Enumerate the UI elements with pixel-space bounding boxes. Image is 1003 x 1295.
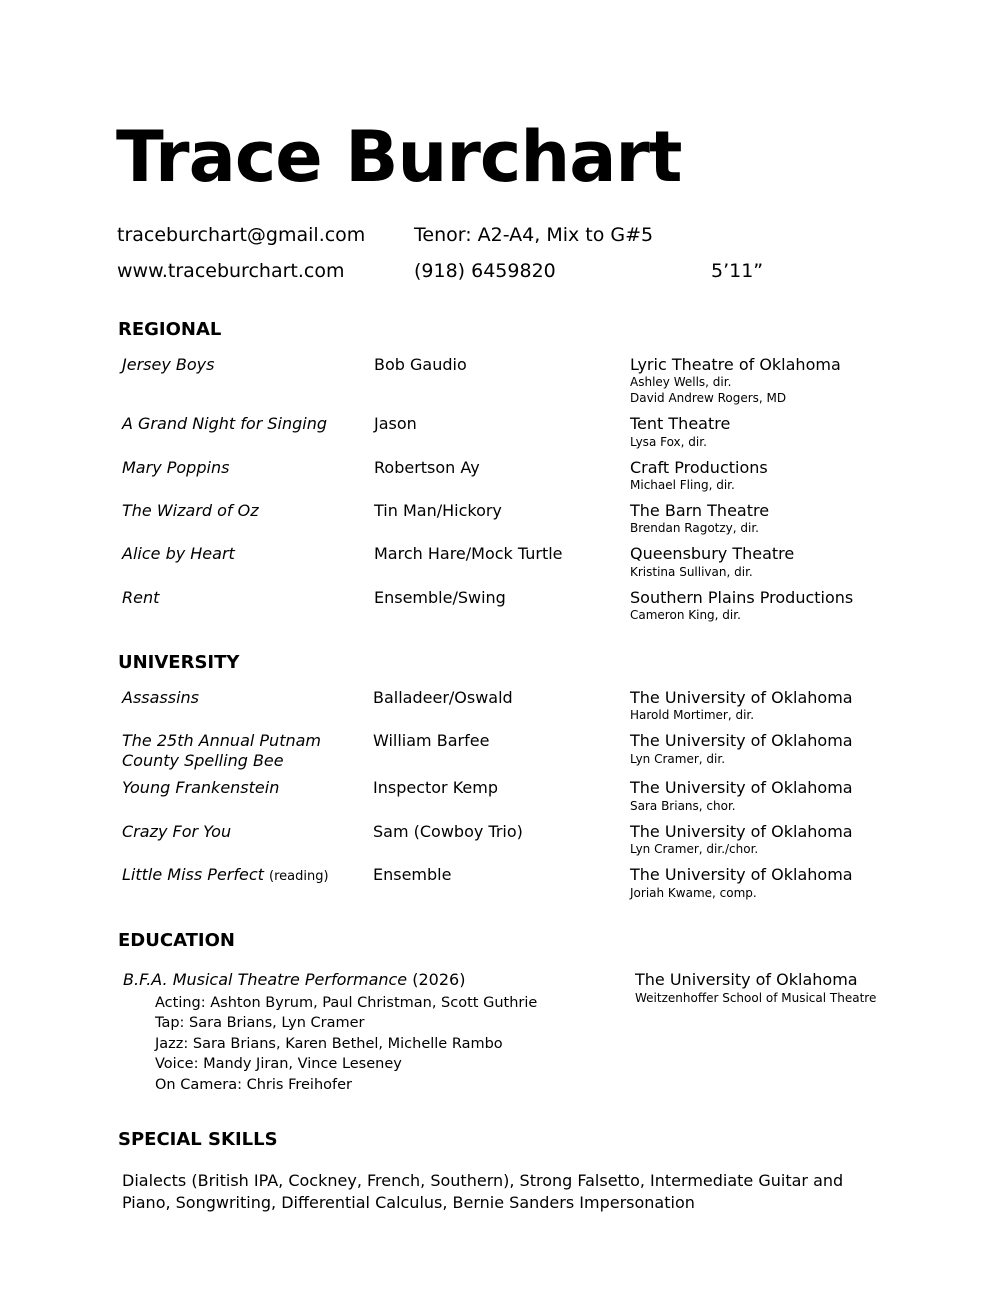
show-title: Young Frankenstein bbox=[122, 778, 280, 797]
venue: The University of Oklahoma bbox=[630, 822, 853, 841]
show-title: Jersey Boys bbox=[122, 355, 215, 374]
phone: (918) 6459820 bbox=[414, 260, 556, 282]
venue: The University of Oklahoma bbox=[630, 688, 853, 707]
role: Ensemble/Swing bbox=[374, 588, 506, 607]
credit: Michael Fling, dir. bbox=[630, 478, 735, 492]
teacher-line: Jazz: Sara Brians, Karen Bethel, Michelle Rambo bbox=[155, 1036, 503, 1052]
credit: Kristina Sullivan, dir. bbox=[630, 565, 753, 579]
website: www.traceburchart.com bbox=[117, 260, 345, 282]
role: Bob Gaudio bbox=[374, 355, 467, 374]
show-note: (reading) bbox=[269, 869, 329, 884]
venue: The University of Oklahoma bbox=[630, 778, 853, 797]
section-heading-regional: REGIONAL bbox=[118, 319, 222, 340]
school: The University of Oklahoma bbox=[635, 970, 858, 989]
role: Jason bbox=[374, 414, 417, 433]
credit: Sara Brians, chor. bbox=[630, 799, 736, 813]
show-title: The Wizard of Oz bbox=[122, 501, 259, 520]
credit: Ashley Wells, dir. bbox=[630, 375, 732, 389]
section-heading-skills: SPECIAL SKILLS bbox=[118, 1129, 278, 1150]
venue: The University of Oklahoma bbox=[630, 865, 853, 884]
credit: Cameron King, dir. bbox=[630, 608, 741, 622]
show-title: Alice by Heart bbox=[122, 544, 235, 563]
show-title: Assassins bbox=[122, 688, 200, 707]
height: 5’11” bbox=[711, 260, 764, 282]
show-title: A Grand Night for Singing bbox=[122, 414, 327, 433]
role: Sam (Cowboy Trio) bbox=[373, 822, 523, 841]
venue: Lyric Theatre of Oklahoma bbox=[630, 355, 841, 374]
show-title-text: Little Miss Perfect bbox=[122, 865, 264, 884]
role: Balladeer/Oswald bbox=[373, 688, 513, 707]
role: William Barfee bbox=[373, 731, 490, 750]
degree-year: (2026) bbox=[412, 970, 466, 989]
role: Inspector Kemp bbox=[373, 778, 498, 797]
degree bbox=[123, 972, 465, 988]
email: traceburchart@gmail.com bbox=[117, 224, 366, 246]
role: March Hare/Mock Turtle bbox=[374, 544, 563, 563]
credit: Lyn Cramer, dir./chor. bbox=[630, 842, 759, 856]
show-title: Rent bbox=[122, 588, 160, 607]
venue: Craft Productions bbox=[630, 458, 768, 477]
credit: Harold Mortimer, dir. bbox=[630, 708, 755, 722]
school-subtitle: Weitzenhoffer School of Musical Theatre bbox=[635, 991, 877, 1005]
teacher-line: Voice: Mandy Jiran, Vince Leseney bbox=[155, 1056, 402, 1072]
section-heading-university: UNIVERSITY bbox=[118, 652, 240, 673]
degree-name: B.F.A. Musical Theatre Performance bbox=[123, 970, 408, 989]
venue: The Barn Theatre bbox=[630, 501, 770, 520]
show-title bbox=[122, 865, 372, 887]
credit: Joriah Kwame, comp. bbox=[630, 886, 757, 900]
credit: Lyn Cramer, dir. bbox=[630, 752, 726, 766]
show-title: Mary Poppins bbox=[122, 458, 230, 477]
teacher-line: Acting: Ashton Byrum, Paul Christman, Scott Guthrie bbox=[155, 995, 538, 1011]
role: Ensemble bbox=[373, 865, 452, 884]
venue: The University of Oklahoma bbox=[630, 731, 853, 750]
credit: Brendan Ragotzy, dir. bbox=[630, 521, 759, 535]
page-title: Trace Burchart bbox=[116, 116, 682, 198]
venue: Southern Plains Productions bbox=[630, 588, 854, 607]
credit: Lysa Fox, dir. bbox=[630, 435, 707, 449]
teacher-line: On Camera: Chris Freihofer bbox=[155, 1077, 353, 1093]
teacher-line: Tap: Sara Brians, Lyn Cramer bbox=[155, 1015, 365, 1031]
show-title: The 25th Annual Putnam County Spelling Bee bbox=[122, 731, 321, 770]
section-heading-education: EDUCATION bbox=[118, 930, 235, 951]
credit: David Andrew Rogers, MD bbox=[630, 391, 787, 405]
skills-text: Dialects (British IPA, Cockney, French, Southern), Strong Falsetto, Intermediate Guitar and Piano, Songwriting, Differential Calculus, Bernie Sanders Impersonation bbox=[122, 1171, 844, 1212]
venue: Tent Theatre bbox=[630, 414, 731, 433]
role: Robertson Ay bbox=[374, 458, 480, 477]
voice-type: Tenor: A2-A4, Mix to G#5 bbox=[414, 224, 654, 246]
venue: Queensbury Theatre bbox=[630, 544, 795, 563]
role: Tin Man/Hickory bbox=[374, 501, 502, 520]
show-title: Crazy For You bbox=[122, 822, 232, 841]
